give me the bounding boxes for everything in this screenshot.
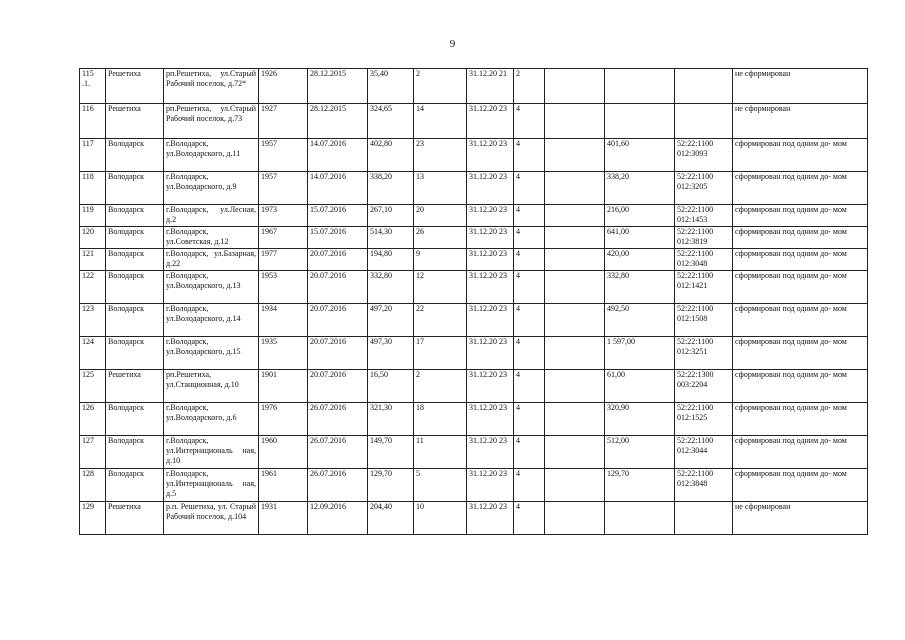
cell-address: рп.Решетиха, ул.Старый Рабочий поселок, д.72* <box>164 69 259 104</box>
cell-residents: 17 <box>414 337 467 370</box>
cell-area: 16,50 <box>368 370 414 403</box>
table-row <box>80 271 868 304</box>
cell-area: 149,70 <box>368 436 414 469</box>
table-row <box>80 139 868 172</box>
cell-cadastral-number <box>675 69 733 104</box>
cell-land-status: не сформирован <box>733 104 868 139</box>
cell-col-empty <box>545 104 605 139</box>
cell-area: 204,40 <box>368 502 414 535</box>
cell-address: г.Володарск, ул.Володарского, д.15 <box>164 337 259 370</box>
cell-row-number: 128 <box>80 469 106 502</box>
cell-resettlement-deadline: 31.12.20 23 <box>467 337 514 370</box>
cell-recognition-date: 15.07.2016 <box>308 205 368 227</box>
cell-build-year: 1957 <box>259 139 308 172</box>
cell-land-status: сформирован под одним до- мом <box>733 139 868 172</box>
cell-build-year: 1953 <box>259 271 308 304</box>
cell-area: 35,40 <box>368 69 414 104</box>
cell-address: г.Володарск, ул.Володарского, д.6 <box>164 403 259 436</box>
cell-area: 338,20 <box>368 172 414 205</box>
cell-land-status: сформирован под одним до- мом <box>733 249 868 271</box>
cell-land-status: не сформирован <box>733 502 868 535</box>
cell-land-area <box>605 104 675 139</box>
cell-address: рп.Решетиха, ул.Старый Рабочий поселок, д.73 <box>164 104 259 139</box>
cell-area: 497,20 <box>368 304 414 337</box>
cell-build-year: 1926 <box>259 69 308 104</box>
cell-area: 129,70 <box>368 469 414 502</box>
cell-residents: 20 <box>414 205 467 227</box>
cell-land-status: сформирован под одним до- мом <box>733 370 868 403</box>
cell-resettlement-deadline: 31.12.20 23 <box>467 436 514 469</box>
cell-stage: 2 <box>514 69 545 104</box>
cell-row-number: 124 <box>80 337 106 370</box>
cell-resettlement-deadline: 31.12.20 23 <box>467 502 514 535</box>
cell-resettlement-deadline: 31.12.20 23 <box>467 403 514 436</box>
cell-land-area: 420,00 <box>605 249 675 271</box>
cell-land-area: 332,80 <box>605 271 675 304</box>
cell-stage: 4 <box>514 370 545 403</box>
cell-address: г.Володарск, ул.Володарского, д.14 <box>164 304 259 337</box>
cell-cadastral-number: 52:22:1300 003:2204 <box>675 370 733 403</box>
cell-area: 194,80 <box>368 249 414 271</box>
cell-locality: Володарск <box>106 403 164 436</box>
cell-address: г.Володарск, ул.Советская, д.12 <box>164 227 259 249</box>
table-body <box>80 69 868 535</box>
cell-stage: 4 <box>514 249 545 271</box>
cell-address: рп.Решетиха, ул.Станционная, д.10 <box>164 370 259 403</box>
cell-cadastral-number <box>675 104 733 139</box>
cell-locality: Володарск <box>106 469 164 502</box>
cell-locality: Володарск <box>106 172 164 205</box>
cell-col-empty <box>545 227 605 249</box>
cell-residents: 2 <box>414 69 467 104</box>
cell-address: г.Володарск, ул.Интернациональ ная, д.10 <box>164 436 259 469</box>
cell-build-year: 1960 <box>259 436 308 469</box>
cell-row-number: 127 <box>80 436 106 469</box>
cell-resettlement-deadline: 31.12.20 23 <box>467 139 514 172</box>
cell-col-empty <box>545 436 605 469</box>
cell-recognition-date: 28.12.2015 <box>308 104 368 139</box>
table-row <box>80 436 868 469</box>
cell-stage: 4 <box>514 227 545 249</box>
cell-residents: 23 <box>414 139 467 172</box>
cell-address: г.Володарск, ул.Лесная, д.2 <box>164 205 259 227</box>
cell-row-number: 117 <box>80 139 106 172</box>
cell-address: г.Володарск, ул.Володарского, д.11 <box>164 139 259 172</box>
cell-land-status: сформирован под одним до- мом <box>733 469 868 502</box>
cell-area: 497,30 <box>368 337 414 370</box>
cell-land-status: сформирован под одним до- мом <box>733 304 868 337</box>
cell-col-empty <box>545 403 605 436</box>
cell-col-empty <box>545 271 605 304</box>
cell-cadastral-number: 52:22:1100 012:3251 <box>675 337 733 370</box>
cell-cadastral-number: 52:22:1100 012:3205 <box>675 172 733 205</box>
cell-recognition-date: 20.07.2016 <box>308 337 368 370</box>
cell-resettlement-deadline: 31.12.20 23 <box>467 469 514 502</box>
cell-stage: 4 <box>514 271 545 304</box>
cell-residents: 2 <box>414 370 467 403</box>
table-row <box>80 337 868 370</box>
cell-cadastral-number: 52:22:1100 012:1508 <box>675 304 733 337</box>
cell-build-year: 1961 <box>259 469 308 502</box>
cell-address: г.Володарск, ул.Базарная, д.22 <box>164 249 259 271</box>
cell-recognition-date: 12.09.2016 <box>308 502 368 535</box>
cell-stage: 4 <box>514 469 545 502</box>
cell-build-year: 1973 <box>259 205 308 227</box>
cell-recognition-date: 26.07.2016 <box>308 469 368 502</box>
cell-area: 324,65 <box>368 104 414 139</box>
cell-locality: Решетиха <box>106 370 164 403</box>
cell-col-empty <box>545 139 605 172</box>
cell-land-status: не сформирован <box>733 69 868 104</box>
cell-resettlement-deadline: 31.12.20 23 <box>467 172 514 205</box>
cell-cadastral-number <box>675 502 733 535</box>
table-row <box>80 227 868 249</box>
cell-address: г.Володарск, ул.Володарского, д.9 <box>164 172 259 205</box>
cell-build-year: 1901 <box>259 370 308 403</box>
cell-recognition-date: 14.07.2016 <box>308 172 368 205</box>
cell-locality: Решетиха <box>106 502 164 535</box>
cell-address: р.п. Решетиха, ул. Старый Рабочий поселок, д.104 <box>164 502 259 535</box>
cell-resettlement-deadline: 31.12.20 23 <box>467 205 514 227</box>
cell-resettlement-deadline: 31.12.20 23 <box>467 370 514 403</box>
cell-residents: 14 <box>414 104 467 139</box>
cell-resettlement-deadline: 31.12.20 21 <box>467 69 514 104</box>
table-row <box>80 172 868 205</box>
cell-land-status: сформирован под одним до- мом <box>733 337 868 370</box>
cell-residents: 18 <box>414 403 467 436</box>
housing-registry-table <box>79 68 868 535</box>
cell-area: 514,30 <box>368 227 414 249</box>
cell-recognition-date: 14.07.2016 <box>308 139 368 172</box>
cell-build-year: 1931 <box>259 502 308 535</box>
cell-residents: 22 <box>414 304 467 337</box>
cell-locality: Володарск <box>106 249 164 271</box>
table-row <box>80 249 868 271</box>
cell-recognition-date: 28.12.2015 <box>308 69 368 104</box>
cell-row-number: 116 <box>80 104 106 139</box>
cell-land-area: 1 597,00 <box>605 337 675 370</box>
cell-area: 332,80 <box>368 271 414 304</box>
cell-build-year: 1935 <box>259 337 308 370</box>
cell-resettlement-deadline: 31.12.20 23 <box>467 249 514 271</box>
cell-locality: Решетиха <box>106 69 164 104</box>
cell-stage: 4 <box>514 205 545 227</box>
cell-land-area: 641,00 <box>605 227 675 249</box>
cell-stage: 4 <box>514 104 545 139</box>
cell-recognition-date: 20.07.2016 <box>308 370 368 403</box>
cell-row-number: 125 <box>80 370 106 403</box>
cell-cadastral-number: 52:22:1100 012:1525 <box>675 403 733 436</box>
cell-col-empty <box>545 469 605 502</box>
cell-row-number: 118 <box>80 172 106 205</box>
cell-residents: 13 <box>414 172 467 205</box>
cell-row-number: 122 <box>80 271 106 304</box>
cell-cadastral-number: 52:22:1100 012:1421 <box>675 271 733 304</box>
cell-recognition-date: 26.07.2016 <box>308 436 368 469</box>
table-row <box>80 69 868 104</box>
cell-residents: 9 <box>414 249 467 271</box>
cell-land-status: сформирован под одним до- мом <box>733 205 868 227</box>
cell-locality: Володарск <box>106 337 164 370</box>
cell-col-empty <box>545 172 605 205</box>
cell-stage: 4 <box>514 436 545 469</box>
cell-land-status: сформирован под одним до- мом <box>733 403 868 436</box>
table-row <box>80 502 868 535</box>
cell-locality: Володарск <box>106 205 164 227</box>
cell-residents: 5 <box>414 469 467 502</box>
cell-col-empty <box>545 502 605 535</box>
cell-address: г.Володарск, ул.Интернациональ ная, д.5 <box>164 469 259 502</box>
cell-residents: 11 <box>414 436 467 469</box>
cell-residents: 10 <box>414 502 467 535</box>
cell-cadastral-number: 52:22:1100 012:3819 <box>675 227 733 249</box>
cell-locality: Володарск <box>106 139 164 172</box>
cell-land-status: сформирован под одним до- мом <box>733 436 868 469</box>
cell-land-status: сформирован под одним до- мом <box>733 271 868 304</box>
cell-col-empty <box>545 304 605 337</box>
cell-land-area <box>605 502 675 535</box>
cell-stage: 4 <box>514 172 545 205</box>
cell-residents: 26 <box>414 227 467 249</box>
table-row <box>80 205 868 227</box>
cell-resettlement-deadline: 31.12.20 23 <box>467 271 514 304</box>
cell-col-empty <box>545 69 605 104</box>
cell-row-number: 126 <box>80 403 106 436</box>
cell-row-number: 119 <box>80 205 106 227</box>
cell-locality: Володарск <box>106 436 164 469</box>
cell-build-year: 1927 <box>259 104 308 139</box>
cell-col-empty <box>545 205 605 227</box>
cell-land-area: 401,60 <box>605 139 675 172</box>
cell-stage: 4 <box>514 139 545 172</box>
cell-build-year: 1976 <box>259 403 308 436</box>
cell-land-area: 129,70 <box>605 469 675 502</box>
cell-recognition-date: 15.07.2016 <box>308 227 368 249</box>
cell-recognition-date: 20.07.2016 <box>308 249 368 271</box>
cell-land-status: сформирован под одним до- мом <box>733 172 868 205</box>
cell-land-area <box>605 69 675 104</box>
cell-locality: Решетиха <box>106 104 164 139</box>
cell-recognition-date: 20.07.2016 <box>308 304 368 337</box>
cell-locality: Володарск <box>106 304 164 337</box>
cell-stage: 4 <box>514 403 545 436</box>
cell-stage: 4 <box>514 502 545 535</box>
cell-land-area: 61,00 <box>605 370 675 403</box>
cell-cadastral-number: 52:22:1100 012:3048 <box>675 249 733 271</box>
cell-land-area: 320,90 <box>605 403 675 436</box>
table-row <box>80 104 868 139</box>
cell-row-number: 129 <box>80 502 106 535</box>
cell-col-empty <box>545 337 605 370</box>
page-number: 9 <box>449 38 456 50</box>
cell-col-empty <box>545 370 605 403</box>
cell-cadastral-number: 52:22:1100 012:3848 <box>675 469 733 502</box>
cell-address: г.Володарск, ул.Володарского, д.13 <box>164 271 259 304</box>
cell-build-year: 1957 <box>259 172 308 205</box>
cell-cadastral-number: 52:22:1100 012:3044 <box>675 436 733 469</box>
cell-stage: 4 <box>514 337 545 370</box>
cell-stage: 4 <box>514 304 545 337</box>
cell-area: 267,10 <box>368 205 414 227</box>
cell-land-area: 512,00 <box>605 436 675 469</box>
cell-build-year: 1967 <box>259 227 308 249</box>
cell-cadastral-number: 52:22:1100 012:3093 <box>675 139 733 172</box>
table-row <box>80 370 868 403</box>
cell-row-number: 115 .1. <box>80 69 106 104</box>
cell-row-number: 120 <box>80 227 106 249</box>
cell-resettlement-deadline: 31.12.20 23 <box>467 227 514 249</box>
cell-land-area: 338,20 <box>605 172 675 205</box>
cell-area: 402,80 <box>368 139 414 172</box>
cell-cadastral-number: 52:22:1100 012:1453 <box>675 205 733 227</box>
cell-row-number: 123 <box>80 304 106 337</box>
cell-resettlement-deadline: 31.12.20 23 <box>467 104 514 139</box>
cell-land-area: 216,00 <box>605 205 675 227</box>
table-row <box>80 469 868 502</box>
table-row <box>80 304 868 337</box>
cell-recognition-date: 20.07.2016 <box>308 271 368 304</box>
cell-residents: 12 <box>414 271 467 304</box>
cell-build-year: 1977 <box>259 249 308 271</box>
cell-area: 321,30 <box>368 403 414 436</box>
cell-row-number: 121 <box>80 249 106 271</box>
cell-build-year: 1934 <box>259 304 308 337</box>
cell-land-status: сформирован под одним до- мом <box>733 227 868 249</box>
cell-land-area: 492,50 <box>605 304 675 337</box>
cell-locality: Володарск <box>106 271 164 304</box>
cell-recognition-date: 26.07.2016 <box>308 403 368 436</box>
cell-resettlement-deadline: 31.12.20 23 <box>467 304 514 337</box>
cell-col-empty <box>545 249 605 271</box>
cell-locality: Володарск <box>106 227 164 249</box>
table-row <box>80 403 868 436</box>
